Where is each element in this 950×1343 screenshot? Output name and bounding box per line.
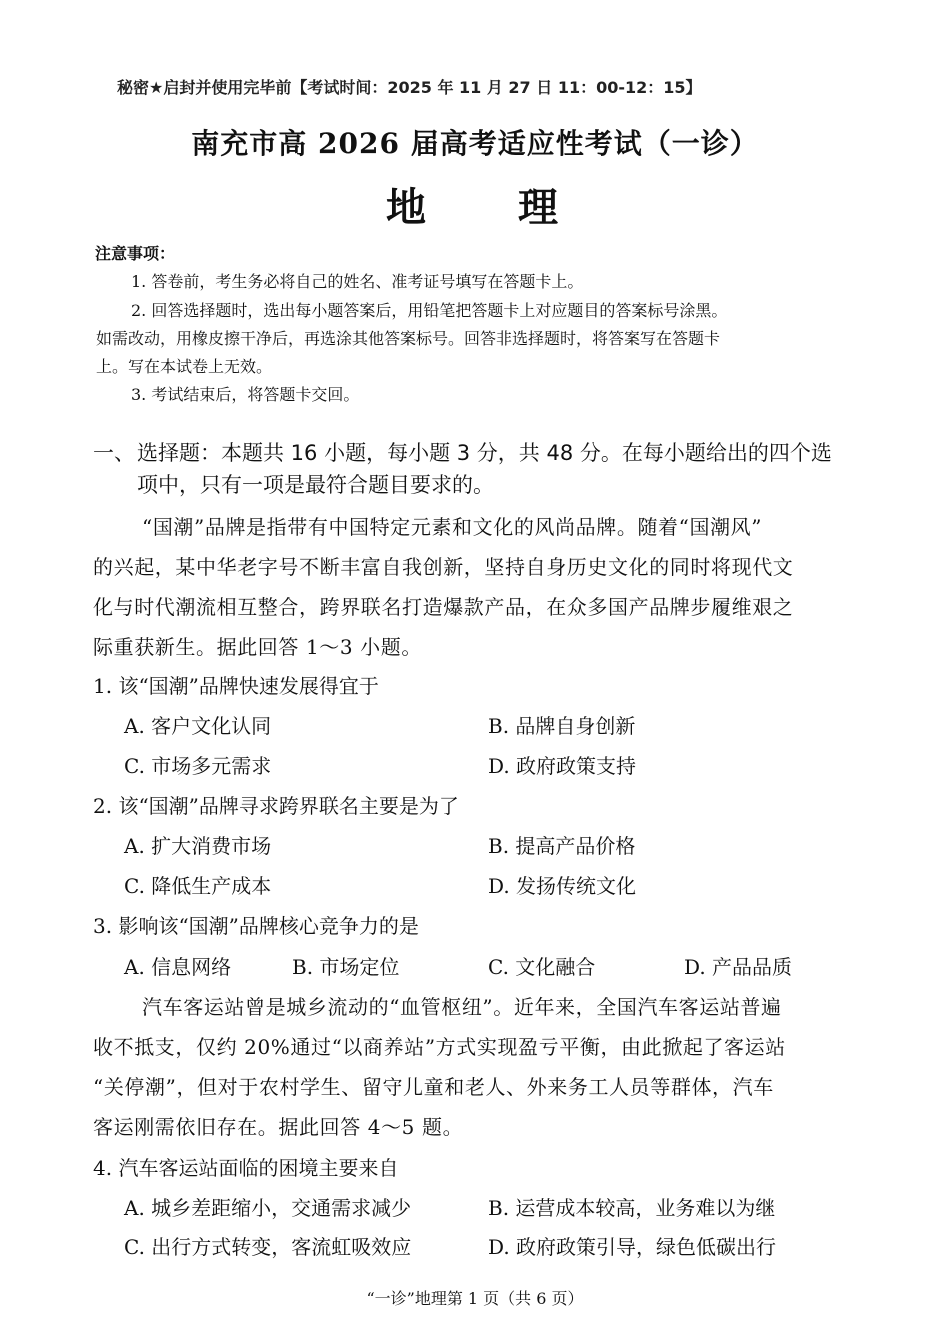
section-instruction-line2: 项中，只有一项是最符合题目要求的。 [137,473,494,497]
section-instruction-line1: 选择题：本题共 16 小题，每小题 3 分，共 48 分。在每小题给出的四个选 [137,441,832,465]
question-3-option-c: C. 文化融合 [488,955,596,979]
question-2-stem: 2. 该“国潮”品牌寻求跨界联名主要是为了 [93,794,459,818]
notice-line: 上。写在本试卷上无效。 [96,357,273,376]
question-1-option-d: D. 政府政策支持 [488,754,637,778]
question-4-option-c: C. 出行方式转变，客流虹吸效应 [124,1235,412,1259]
question-4-option-d: D. 政府政策引导，绿色低碳出行 [488,1235,777,1259]
section-heading [93,437,863,501]
question-3-option-b: B. 市场定位 [292,955,400,979]
question-2-option-a: A. 扩大消费市场 [124,834,272,858]
question-1-stem: 1. 该“国潮”品牌快速发展得宜于 [93,674,379,698]
passage-line: 际重获新生。据此回答 1～3 小题。 [93,635,422,659]
question-3-option-d: D. 产品品质 [684,955,793,979]
passage-line: 化与时代潮流相互整合，跨界联名打造爆款产品，在众多国产品牌步履维艰之 [93,595,794,619]
passage-line: 汽车客运站曾是城乡流动的“血管枢纽”。近年来，全国汽车客运站普遍 [142,995,782,1019]
question-2-option-d: D. 发扬传统文化 [488,874,637,898]
notice-line: 3. 考试结束后，将答题卡交回。 [131,385,360,404]
passage-line: 收不抵支，仅约 20%通过“以商养站”方式实现盈亏平衡，由此掀起了客运站 [93,1035,786,1059]
notice-line: 1. 答卷前，考生务必将自己的姓名、准考证号填写在答题卡上。 [131,272,584,291]
notice-heading: 注意事项： [95,244,176,263]
question-4-option-b: B. 运营成本较高，业务难以为继 [488,1196,776,1220]
subject-title: 地 理 [386,184,584,231]
question-1-option-b: B. 品牌自身创新 [488,714,636,738]
question-3-option-a: A. 信息网络 [124,955,232,979]
passage-line: 客运刚需依旧存在。据此回答 4～5 题。 [93,1115,464,1139]
question-1-option-a: A. 客户文化认同 [124,714,272,738]
question-4-stem: 4. 汽车客运站面临的困境主要来自 [93,1156,399,1180]
passage-line: 的兴起，某中华老字号不断丰富自我创新，坚持自身历史文化的同时将现代文 [93,555,794,579]
question-1-option-c: C. 市场多元需求 [124,754,272,778]
question-2-option-c: C. 降低生产成本 [124,874,272,898]
confidential-line: 秘密★启封并使用完毕前【考试时间：2025 年 11 月 27 日 11：00-12：15】 [117,78,702,97]
passage-line: “关停潮”，但对于农村学生、留守儿童和老人、外来务工人员等群体，汽车 [93,1075,774,1099]
section-index: 一、 [93,441,135,465]
question-4-option-a: A. 城乡差距缩小，交通需求减少 [124,1196,412,1220]
question-2-option-b: B. 提高产品价格 [488,834,636,858]
exam-title: 南充市高 2026 届高考适应性考试（一诊） [191,127,759,160]
notice-line: 如需改动，用橡皮擦干净后，再选涂其他答案标号。回答非选择题时，将答案写在答题卡 [96,329,721,348]
question-3-stem: 3. 影响该“国潮”品牌核心竞争力的是 [93,914,419,938]
notice-line: 2. 回答选择题时，选出每小题答案后，用铅笔把答题卡上对应题目的答案标号涂黑。 [131,301,728,320]
passage-line: “国潮”品牌是指带有中国特定元素和文化的风尚品牌。随着“国潮风” [142,515,763,539]
page-footer: “一诊”地理第 1 页（共 6 页） [366,1289,584,1308]
